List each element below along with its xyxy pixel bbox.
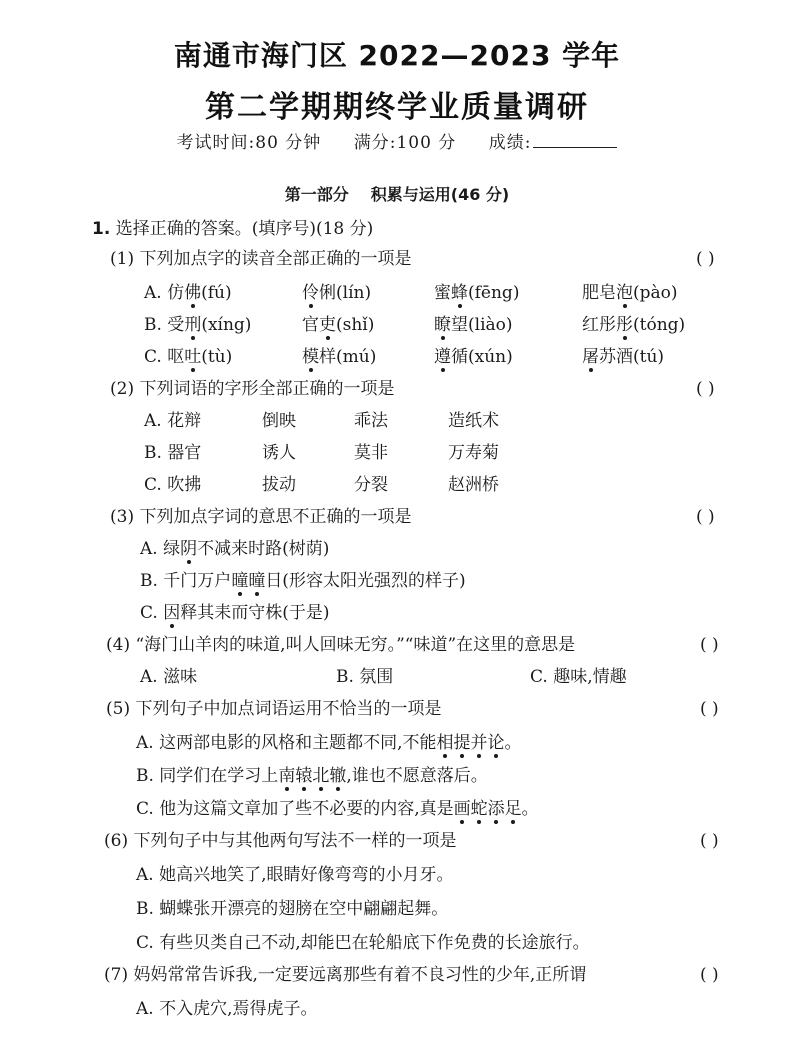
option-2c-3: 分裂 (354, 475, 388, 495)
option-1b-4: 红彤彤(tóng) (582, 315, 686, 335)
answer-paren-3[interactable]: ( ) (696, 507, 715, 527)
option-2a-3: 乖法 (354, 411, 388, 431)
answer-paren-4[interactable]: ( ) (700, 635, 719, 655)
sub-question-3-stem: (3) 下列加点字词的意思不正确的一项是 (110, 507, 412, 527)
score-blank[interactable] (533, 133, 617, 148)
option-1c-4: 屠苏酒(tú) (582, 347, 665, 367)
option-6b: B. 蝴蝶张开漂亮的翅膀在空中翩翩起舞。 (136, 899, 449, 919)
option-5b: B. 同学们在学习上南辕北辙,谁也不愿意落后。 (136, 766, 488, 786)
option-2c-2: 拔动 (262, 475, 296, 495)
option-1b-2: 官吏(shǐ) (302, 315, 375, 335)
option-4b: B. 氛围 (336, 667, 394, 687)
sub-question-7-stem: (7) 妈妈常常告诉我,一定要远离那些有着不良习性的少年,正所谓 (104, 965, 587, 985)
option-5a: A. 这两部电影的风格和主题都不同,不能相提并论。 (136, 733, 522, 753)
option-1a-4: 肥皂泡(pào) (582, 283, 678, 303)
option-1b-3: 瞭望(liào) (434, 315, 513, 335)
answer-paren-6[interactable]: ( ) (700, 831, 719, 851)
option-2b-3: 莫非 (354, 443, 388, 463)
option-1c-3: 遵循(xún) (434, 347, 513, 367)
option-5c: C. 他为这篇文章加了些不必要的内容,真是画蛇添足。 (136, 799, 539, 819)
option-2a-1: A. 花辩 (144, 411, 202, 431)
option-1a-3: 蜜蜂(fēng) (434, 283, 520, 303)
answer-paren-1[interactable]: ( ) (696, 249, 715, 269)
option-3b: B. 千门万户曈曈日(形容太阳光强烈的样子) (140, 571, 466, 591)
answer-paren-7[interactable]: ( ) (700, 965, 719, 985)
exam-meta (0, 128, 794, 153)
section-heading (0, 182, 794, 205)
score-label: 成绩: (488, 133, 532, 153)
option-2b-4: 万寿菊 (448, 443, 499, 463)
option-1b-1: B. 受刑(xíng) (144, 315, 252, 335)
option-3a: A. 绿阴不减来时路(树荫) (140, 539, 330, 559)
option-4c: C. 趣味,情趣 (530, 667, 627, 687)
sub-question-2-stem: (2) 下列词语的字形全部正确的一项是 (110, 379, 395, 399)
option-7a: A. 不入虎穴,焉得虎子。 (136, 999, 318, 1019)
option-4a: A. 滋味 (140, 667, 198, 687)
exam-time: 考试时间:80 分钟 (176, 133, 322, 153)
title-line-1: 南通市海门区 2022—2023 学年 (173, 39, 621, 72)
answer-paren-2[interactable]: ( ) (696, 379, 715, 399)
option-2c-1: C. 吹拂 (144, 475, 202, 495)
sub-question-6-stem: (6) 下列句子中与其他两句写法不一样的一项是 (104, 831, 457, 851)
option-6a: A. 她高兴地笑了,眼睛好像弯弯的小月牙。 (136, 865, 454, 885)
option-1a-1: A. 仿佛(fú) (144, 283, 232, 303)
option-1c-2: 模样(mú) (302, 347, 377, 367)
option-6c: C. 有些贝类自己不动,却能巴在轮船底下作免费的长途旅行。 (136, 933, 590, 953)
option-2b-2: 诱人 (262, 443, 296, 463)
section-name: 第一部分 (284, 185, 349, 204)
option-2a-2: 倒映 (262, 411, 296, 431)
option-3c: C. 因释其耒而守株(于是) (140, 603, 330, 623)
option-1c-1: C. 呕吐(tù) (144, 347, 233, 367)
sub-question-1-stem: (1) 下列加点字的读音全部正确的一项是 (110, 249, 412, 269)
option-2c-4: 赵洲桥 (448, 475, 499, 495)
answer-paren-5[interactable]: ( ) (700, 699, 719, 719)
section-title: 积累与运用(46 分) (370, 185, 510, 204)
title-line-2: 第二学期期终学业质量调研 (205, 90, 589, 125)
question-number: 1. (92, 219, 111, 239)
option-2a-4: 造纸术 (448, 411, 499, 431)
question-text: 选择正确的答案。(填序号)(18 分) (115, 219, 374, 239)
question-1 (92, 218, 373, 240)
option-1a-2: 伶俐(lín) (302, 283, 372, 303)
sub-question-4-stem: (4) “海门山羊肉的味道,叫人回味无穷。”“味道”在这里的意思是 (106, 635, 576, 655)
sub-question-5-stem: (5) 下列句子中加点词语运用不恰当的一项是 (106, 699, 442, 719)
option-2b-1: B. 器官 (144, 443, 202, 463)
full-score: 满分:100 分 (353, 133, 457, 153)
